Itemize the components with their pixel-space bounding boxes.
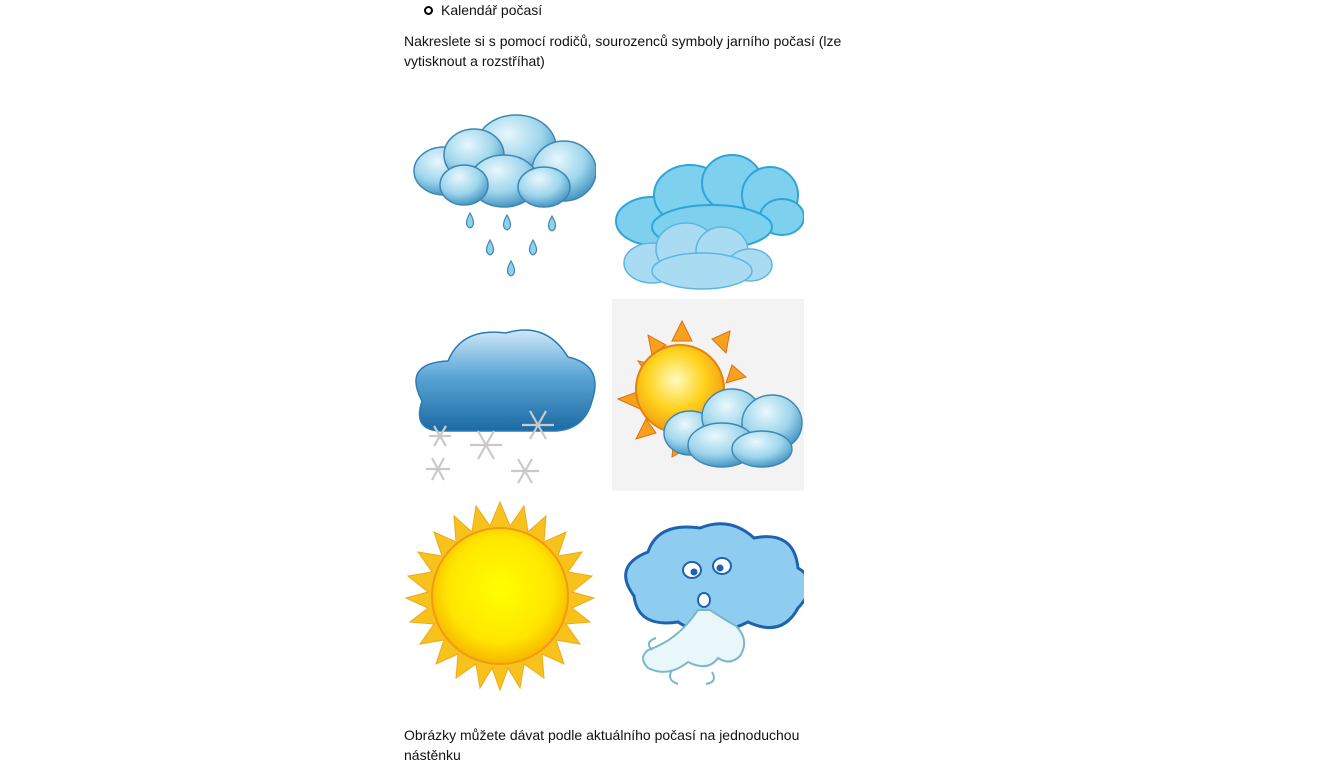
list-item-label: Kalendář počasí [441,2,543,18]
footer-paragraph: Obrázky můžete dávat podle aktuálního počasí na jednoduchou nástěnku [404,727,800,763]
sun-icon [404,500,596,692]
rain-cloud-icon [404,103,596,295]
sun-behind-cloud-icon [612,299,804,491]
list-item-weather-calendar [424,2,542,18]
cloud-icon [612,103,804,295]
bullet-icon [424,6,433,15]
wind-cloud-icon [612,500,804,692]
intro-paragraph: Nakreslete si s pomocí rodičů, sourozenců symboly jarního počasí (lze vytisknout a rozstříhat) [404,33,842,69]
snow-cloud-icon [404,299,596,491]
